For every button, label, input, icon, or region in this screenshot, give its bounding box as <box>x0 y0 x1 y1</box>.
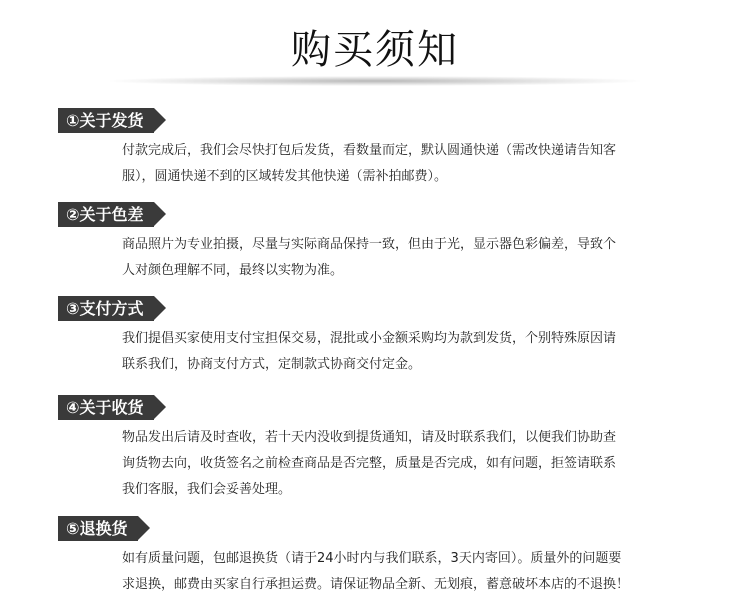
text-line: 人对颜色理解不同，最终以实物为准。 <box>122 263 344 278</box>
text-line: 如有质量问题，包邮退换货（请于24小时内与我们联系，3天内寄回）。质量外的问题要 <box>122 551 622 566</box>
section-body-returns <box>122 546 702 598</box>
section-heading-shipping: ①关于发货 <box>58 108 154 133</box>
page-title: 购买须知 <box>291 27 459 73</box>
text-line: 询货物去向，收货签名之前检查商品是否完整，质量是否完成，如有问题，拒签请联系 <box>122 456 617 471</box>
section-body-payment <box>122 326 702 378</box>
text-line: 联系我们，协商支付方式，定制款式协商交付定金。 <box>122 357 422 372</box>
text-line: 物品发出后请及时查收，若十天内没收到提货通知，请及时联系我们，以便我们协助查 <box>122 430 617 445</box>
text-line: 商品照片为专业拍摄，尽量与实际商品保持一致，但由于光，显示器色彩偏差，导致个 <box>122 237 617 252</box>
text-line: 求退换，邮费由买家自行承担运费。请保证物品全新、无划痕，蓄意破坏本店的不退换！ <box>122 577 630 592</box>
section-body-color-difference <box>122 232 702 284</box>
section-heading-color-difference: ②关于色差 <box>58 202 154 227</box>
text-line: 我们客服，我们会妥善处理。 <box>122 482 292 497</box>
text-line: 付款完成后，我们会尽快打包后发货，看数量而定，默认圆通快递（需改快递请告知客 <box>122 143 617 158</box>
title-underline-shadow <box>110 76 640 86</box>
text-line: 服），圆通快递不到的区域转发其他快递（需补拍邮费）。 <box>122 169 448 184</box>
title-area <box>0 0 750 88</box>
section-heading-returns: ⑤退换货 <box>58 516 138 541</box>
text-line: 我们提倡买家使用支付宝担保交易，混批或小金额采购均为款到发货，个别特殊原因请 <box>122 331 617 346</box>
section-heading-receiving: ④关于收货 <box>58 395 154 420</box>
section-heading-payment: ③支付方式 <box>58 296 154 321</box>
section-body-shipping <box>122 138 702 190</box>
section-body-receiving <box>122 425 702 503</box>
